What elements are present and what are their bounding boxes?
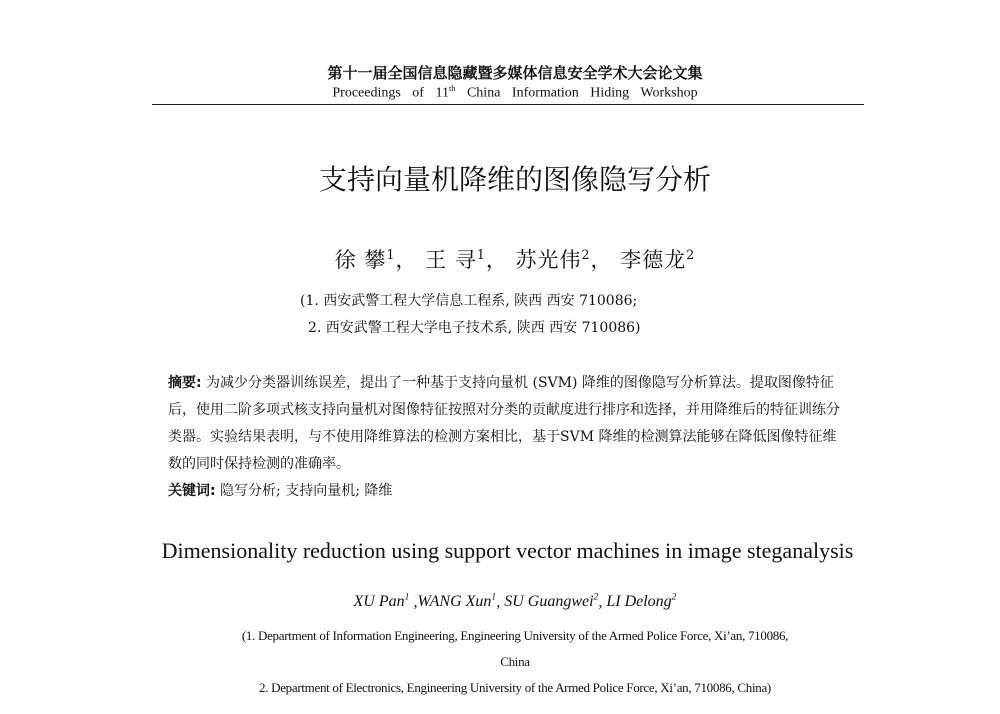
header-rule <box>152 104 864 105</box>
affiliation-en-1: (1. Department of Information Engineering, Engineering University of the Armed Police Force, Xi’an, 710086, <box>241 628 789 643</box>
abstract <box>168 370 848 478</box>
author: 王 寻$^1$ <box>425 247 486 272</box>
affiliation: 2. 西安武警工程大学电子技术系, 陕西 西安 710086) <box>308 320 641 336</box>
authors-en: XU Pan$^1$ ,WANG Xun$^1$, SU Guangwei$^2$, LI Delong$^2$ <box>353 592 677 611</box>
proceedings-en-text-2: China Information Hiding Workshop <box>455 85 698 101</box>
author: 李德龙$^2$ <box>620 247 696 272</box>
proceedings-title-en <box>0 84 1000 102</box>
paper-title-cn: 支持向量机降维的图像隐写分析 <box>318 163 711 196</box>
author: SU Guangwei$^2$ <box>504 592 599 611</box>
keywords-label: 关键词: <box>168 483 216 499</box>
keywords <box>168 478 848 505</box>
ordinal-suffix: th <box>448 84 456 93</box>
author: 徐 攀$^1$ <box>334 247 396 272</box>
affiliation-en-2: 2. Department of Electronics, Engineering University of the Armed Police Force, Xi’an, 710086, China) <box>259 680 771 695</box>
author: XU Pan$^1$ <box>353 592 410 611</box>
paper-title-en: Dimensionality reduction using support vector machines in image steganalysis <box>161 538 854 563</box>
authors-cn: 徐 攀$^1$， 王 寻$^1$， 苏光伟$^2$， 李德龙$^2$ <box>334 247 696 272</box>
proceedings-title-cn: 第十一届全国信息隐藏暨多媒体信息安全学术大会论文集 <box>327 64 703 82</box>
affiliation-en-1-cont: China <box>500 654 530 669</box>
keywords-text: 隐写分析; 支持向量机; 降维 <box>215 483 393 499</box>
abstract-text: 为减少分类器训练误差，提出了一种基于支持向量机 (SVM) 降维的图像隐写分析算法。提取图像特征后，使用二阶多项式核支持向量机对图像特征按照对分类的贡献度进行排序和选择，并用降维后的特征训练分类器。实验结果表明，与不使用降维算法的检测方案相比，基于SVM 降维的检测算法能够在降低图像特征维数的同时保持检测的准确率。 <box>168 375 840 472</box>
author: 苏光伟$^2$ <box>515 247 591 272</box>
affiliation: (1. 西安武警工程大学信息工程系, 陕西 西安 710086; <box>300 293 638 309</box>
proceedings-en-text: Proceedings of 11 <box>332 85 449 101</box>
affiliations-cn <box>300 288 641 342</box>
author: WANG Xun$^1$ <box>417 592 497 611</box>
abstract-section <box>168 370 848 505</box>
abstract-label: 摘要: <box>168 375 202 391</box>
author: LI Delong$^2$ <box>606 592 677 611</box>
